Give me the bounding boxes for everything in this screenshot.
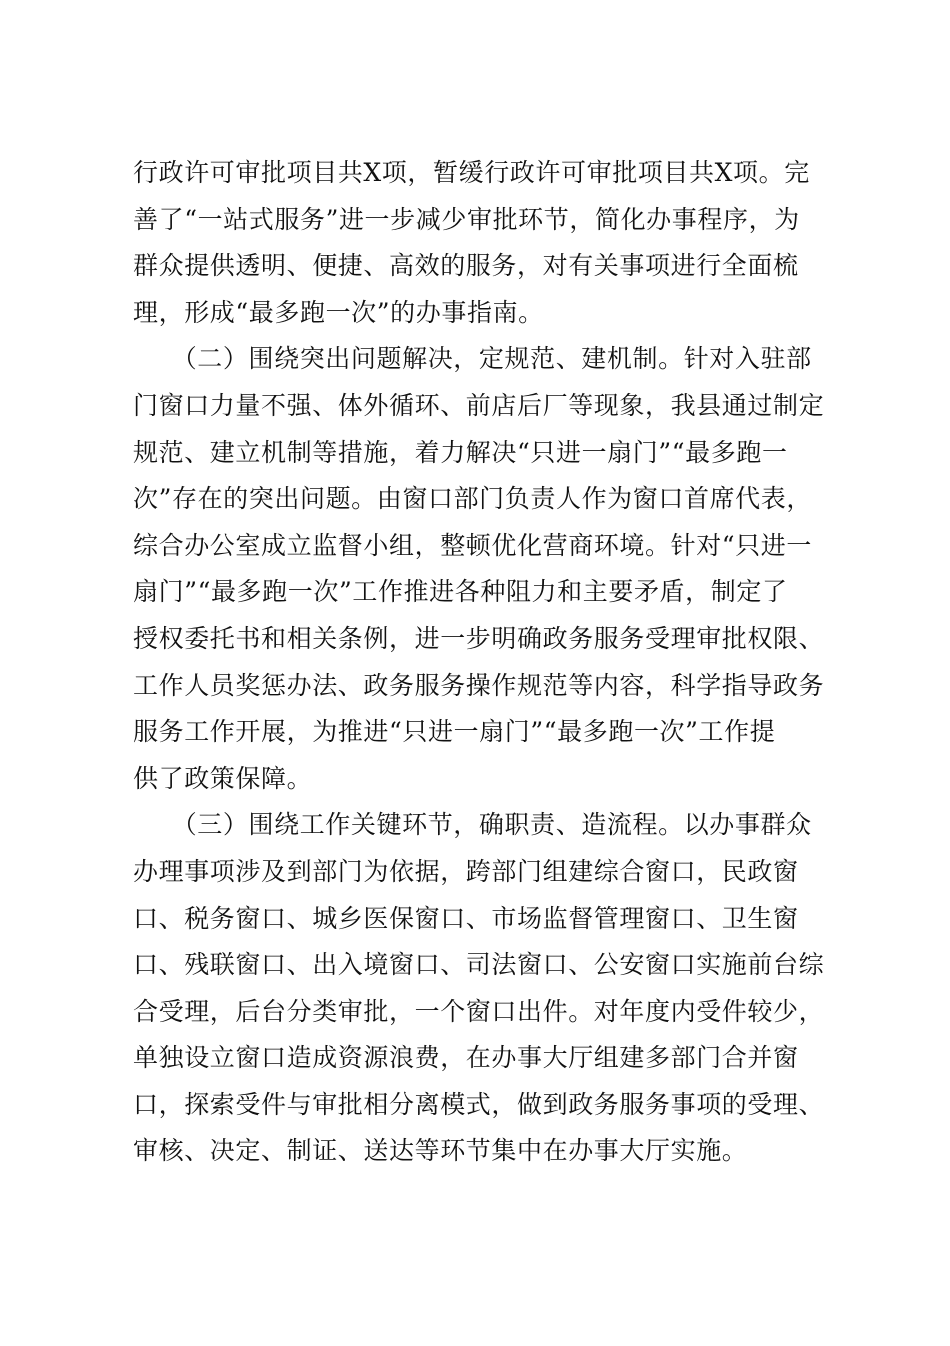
text-line: 授权委托书和相关条例，进一步明确政务服务受理审批权限、 <box>133 623 825 653</box>
paragraph <box>133 150 833 336</box>
text-line: 善了“一站式服务”进一步减少审批环节，简化办事程序，为 <box>133 204 800 234</box>
text-line: 综合办公室成立监督小组，整顿优化营商环境。针对“只进一 <box>133 530 812 560</box>
text-line: 审核、决定、制证、送达等环节集中在办事大厅实施。 <box>133 1136 748 1166</box>
paragraph <box>133 336 833 802</box>
text-line: 工作人员奖惩办法、政务服务操作规范等内容，科学指导政务 <box>133 670 825 700</box>
text-line: 群众提供透明、便捷、高效的服务，对有关事项进行全面梳 <box>133 251 799 281</box>
text-line: （三）围绕工作关键环节，确职责、造流程。以办事群众 <box>133 810 812 840</box>
text-line: （二）围绕突出问题解决，定规范、建机制。针对入驻部 <box>133 344 812 374</box>
text-line: 门窗口力量不强、体外循环、前店后厂等现象，我县通过制定 <box>133 390 825 420</box>
text-line: 理，形成“最多跑一次”的办事指南。 <box>133 297 544 327</box>
document-body <box>133 150 833 1175</box>
text-line: 单独设立窗口造成资源浪费，在办事大厅组建多部门合并窗 <box>133 1043 799 1073</box>
text-line: 办理事项涉及到部门为依据，跨部门组建综合窗口，民政窗 <box>133 856 799 886</box>
text-line: 扇门”“最多跑一次”工作推进各种阻力和主要矛盾，制定了 <box>133 577 788 607</box>
text-line: 服务工作开展，为推进“只进一扇门”“最多跑一次”工作提 <box>133 717 776 747</box>
text-line: 口、残联窗口、出入境窗口、司法窗口、公安窗口实施前台综 <box>133 950 825 980</box>
text-line: 次”存在的突出问题。由窗口部门负责人作为窗口首席代表， <box>133 484 812 514</box>
text-line: 行政许可审批项目共X项，暂缓行政许可审批项目共X项。完 <box>133 158 810 187</box>
text-line: 供了政策保障。 <box>133 763 313 793</box>
text-line: 口、税务窗口、城乡医保窗口、市场监督管理窗口、卫生窗 <box>133 903 799 933</box>
text-line: 口，探索受件与审批相分离模式，做到政务服务事项的受理、 <box>133 1089 825 1119</box>
paragraph <box>133 802 833 1175</box>
text-line: 合受理，后台分类审批，一个窗口出件。对年度内受件较少， <box>133 996 825 1026</box>
text-line: 规范、建立机制等措施，着力解决“只进一扇门”“最多跑一 <box>133 437 788 467</box>
